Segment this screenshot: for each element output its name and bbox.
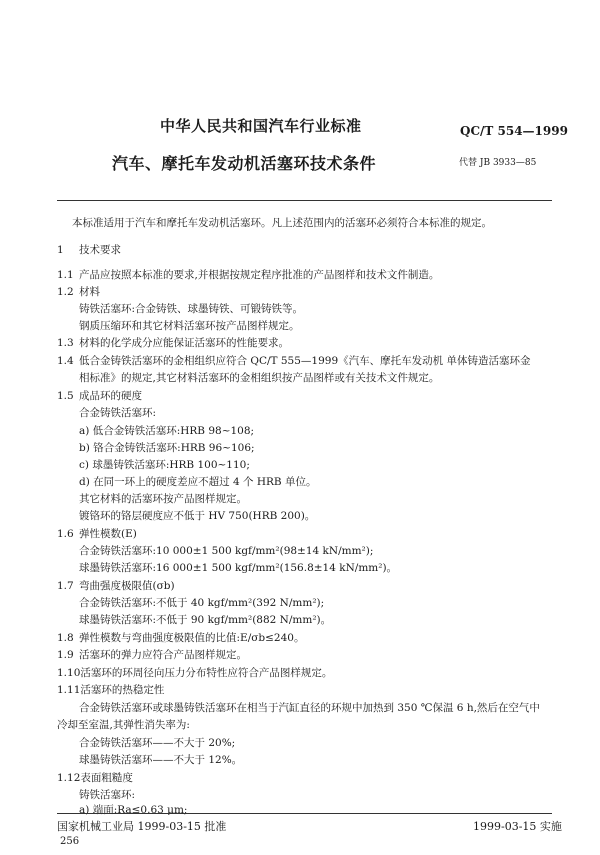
clause-number: 1.4 (57, 355, 74, 367)
header-divider (57, 200, 552, 201)
intro-paragraph: 本标准适用于汽车和摩托车发动机活塞环。凡上述范围内的活塞环必须符合本标准的规定。 (72, 217, 492, 229)
standard-number: QC/T 554—1999 (460, 124, 568, 138)
clause-text: 材料 (79, 286, 100, 298)
clause-number: 1.6 (57, 528, 74, 540)
clause-number: 1.1 (57, 269, 74, 281)
clause-1-2-line-a: 铸铁活塞环:合金铸铁、球墨铸铁、可锻铸铁等。 (79, 303, 304, 315)
clause-1-11-continuation: 冷却至室温,其弹性消失率为: (57, 719, 190, 731)
clause-1-12-line-a: 铸铁活塞环: (79, 789, 136, 801)
section-number: 1 (57, 244, 64, 256)
clause-1-5-item-c: c) 球墨铸铁活塞环:HRB 100~110; (79, 459, 250, 471)
replaces-note: 代替 JB 3933—85 (459, 158, 537, 168)
clause-text: 弹性模数与弯曲强度极限值的比值:E/σb≤240。 (79, 632, 305, 644)
clause-1-5-intro: 合金铸铁活塞环: (79, 407, 157, 419)
clause-text: 产品应按照本标准的要求,并根据按规定程序批准的产品图样和技术文件制造。 (79, 269, 440, 281)
clause-1-10 (57, 666, 332, 680)
clause-text: 表面粗糙度 (80, 772, 133, 784)
clause-1-5-other: 其它材料的活塞环按产品图样规定。 (79, 493, 247, 505)
clause-text: 低合金铸铁活塞环的金相组织应符合 QC/T 555—1999《汽车、摩托车发动机 单体铸造活塞环金 (79, 355, 531, 367)
clause-1-1 (57, 268, 439, 282)
clause-1-5-item-d: d) 在同一环上的硬度差应不超过 4 个 HRB 单位。 (79, 476, 317, 488)
implementation-date: 1999-03-15 实施 (473, 820, 562, 833)
clause-1-2 (57, 285, 100, 299)
clause-1-4-continuation: 相标准》的规定,其它材料活塞环的金相组织按产品图样或有关技术文件规定。 (79, 372, 440, 384)
clause-text: 成品环的硬度 (79, 390, 142, 402)
clause-1-9 (57, 648, 247, 662)
clause-text: 材料的化学成分应能保证活塞环的性能要求。 (79, 337, 289, 349)
clause-1-3 (57, 336, 289, 350)
clause-text: 活塞环的弹力应符合产品图样规定。 (79, 649, 247, 661)
clause-number: 1.2 (57, 286, 74, 298)
clause-1-11-line-c: 球墨铸铁活塞环——不大于 12%。 (79, 754, 243, 766)
clause-number: 1.3 (57, 337, 74, 349)
clause-1-12-line-b: a) 端面:Ra≤0.63 μm; (79, 804, 188, 816)
clause-text: 活塞环的环周径向压力分布特性应符合产品图样规定。 (80, 667, 333, 679)
clause-1-6 (57, 527, 137, 541)
clause-text: 弯曲强度极限值(σb) (79, 580, 175, 592)
section-1-heading (57, 243, 121, 257)
clause-1-6-line-a: 合金铸铁活塞环:10 000±1 500 kgf/mm²(98±14 kN/mm²); (79, 545, 374, 557)
clause-1-7-line-b: 球墨铸铁活塞环:不低于 90 kgf/mm²(882 N/mm²)。 (79, 614, 332, 626)
clause-number: 1.12 (57, 772, 81, 784)
clause-number: 1.7 (57, 580, 74, 592)
clause-number: 1.11 (57, 684, 81, 696)
clause-1-5-plating: 镀铬环的铬层硬度应不低于 HV 750(HRB 200)。 (79, 510, 316, 522)
clause-1-5 (57, 389, 142, 403)
clause-1-5-item-b: b) 铬合金铸铁活塞环:HRB 96~106; (79, 442, 255, 454)
footer-divider (57, 813, 552, 814)
document-title: 汽车、摩托车发动机活塞环技术条件 (112, 154, 377, 173)
clause-1-11-line-a: 合金铸铁活塞环或球墨铸铁活塞环在相当于汽缸直径的环规中加热到 350 ℃保温 6 h,然后在空气中 (79, 702, 540, 714)
section-title: 技术要求 (79, 244, 121, 256)
page-number: 256 (60, 836, 80, 847)
clause-1-6-line-b: 球墨铸铁活塞环:16 000±1 500 kgf/mm²(156.8±14 kN/mm²)。 (79, 562, 398, 574)
clause-text: 活塞环的热稳定性 (80, 684, 165, 696)
clause-1-8 (57, 631, 304, 645)
clause-number: 1.5 (57, 390, 74, 402)
issuing-organization: 中华人民共和国汽车行业标准 (160, 117, 362, 135)
clause-1-2-line-b: 钢质压缩环和其它材料活塞环按产品图样规定。 (79, 320, 300, 332)
approval-note: 国家机械工业局 1999-03-15 批准 (57, 820, 227, 833)
clause-1-12 (57, 771, 133, 785)
clause-text: 弹性模数(E) (79, 528, 137, 540)
clause-1-11 (57, 683, 164, 697)
clause-1-11-line-b: 合金铸铁活塞环——不大于 20%; (79, 737, 236, 749)
clause-number: 1.8 (57, 632, 74, 644)
clause-1-7-line-a: 合金铸铁活塞环:不低于 40 kgf/mm²(392 N/mm²); (79, 597, 325, 609)
clause-1-5-item-a: a) 低合金铸铁活塞环:HRB 98~108; (79, 425, 255, 437)
clause-1-7 (57, 579, 175, 593)
clause-number: 1.10 (57, 667, 81, 679)
clause-1-4 (57, 354, 530, 368)
clause-number: 1.9 (57, 649, 74, 661)
